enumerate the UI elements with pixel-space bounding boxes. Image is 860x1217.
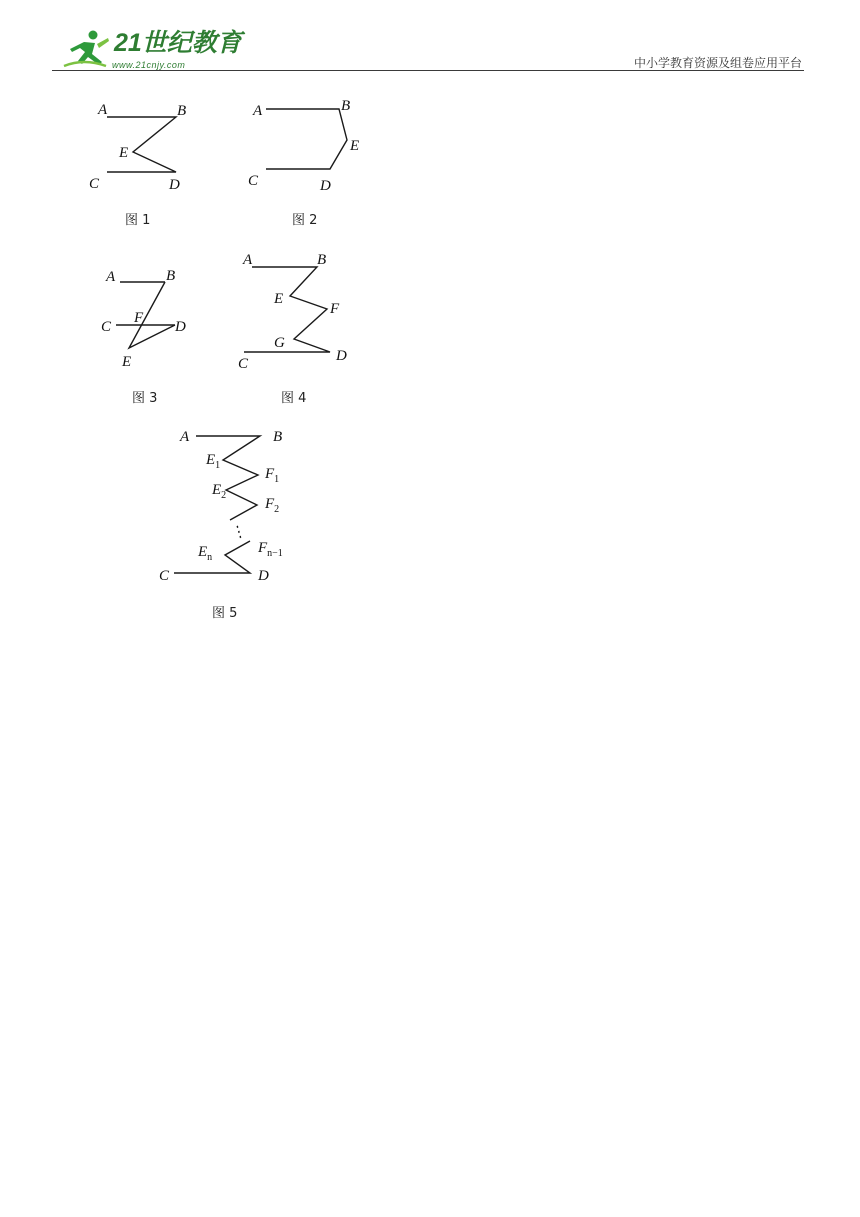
figure-1-caption: 图 1	[125, 213, 151, 228]
point-label-A: A	[243, 252, 253, 268]
logo-url: www.21cnjy.com	[112, 60, 186, 70]
point-label-F: F	[134, 310, 144, 326]
ellipsis-dots: ⋮	[227, 522, 249, 544]
point-label-En: $E_n$	[198, 544, 213, 563]
point-label-E: E	[350, 138, 360, 154]
point-label-F: F	[330, 301, 340, 317]
point-label-E: E	[274, 291, 284, 307]
point-label-A: A	[180, 429, 190, 445]
point-label-G: G	[274, 335, 285, 351]
figure-5-caption: 图 5	[212, 606, 238, 621]
point-label-C: C	[89, 176, 100, 192]
figure-3-caption: 图 3	[132, 391, 158, 406]
point-label-C: C	[101, 319, 112, 335]
point-label-C: C	[238, 356, 249, 372]
point-label-D: D	[175, 319, 186, 335]
point-label-A: A	[98, 102, 108, 118]
point-label-B: B	[166, 268, 176, 284]
point-label-E1: $E_1$	[206, 452, 221, 471]
point-label-B: B	[177, 103, 187, 119]
point-label-E: E	[122, 354, 132, 370]
point-label-C: C	[248, 173, 259, 189]
point-label-B: B	[317, 252, 327, 268]
point-label-A: A	[253, 103, 263, 119]
point-label-D: D	[258, 568, 269, 584]
point-label-F2: $F_2$	[265, 496, 280, 515]
figure-2-caption: 图 2	[292, 213, 318, 228]
point-label-F1: $F_1$	[265, 466, 280, 485]
point-label-E2: $E_2$	[212, 482, 227, 501]
platform-name: 中小学教育资源及组卷应用平台	[633, 56, 802, 70]
point-label-B: B	[341, 98, 351, 114]
point-label-E: E	[119, 145, 129, 161]
point-label-D: D	[320, 178, 331, 194]
point-label-D: D	[336, 348, 347, 364]
point-label-A: A	[106, 269, 116, 285]
logo-text: 21世纪教育	[114, 29, 242, 57]
point-label-B: B	[273, 429, 283, 445]
point-label-Fn-1: $F_{n-1}$	[258, 540, 283, 559]
point-label-C: C	[159, 568, 170, 584]
figure-4-caption: 图 4	[281, 391, 307, 406]
figure-5-top-zigzag	[196, 436, 260, 520]
point-label-D: D	[169, 177, 180, 193]
